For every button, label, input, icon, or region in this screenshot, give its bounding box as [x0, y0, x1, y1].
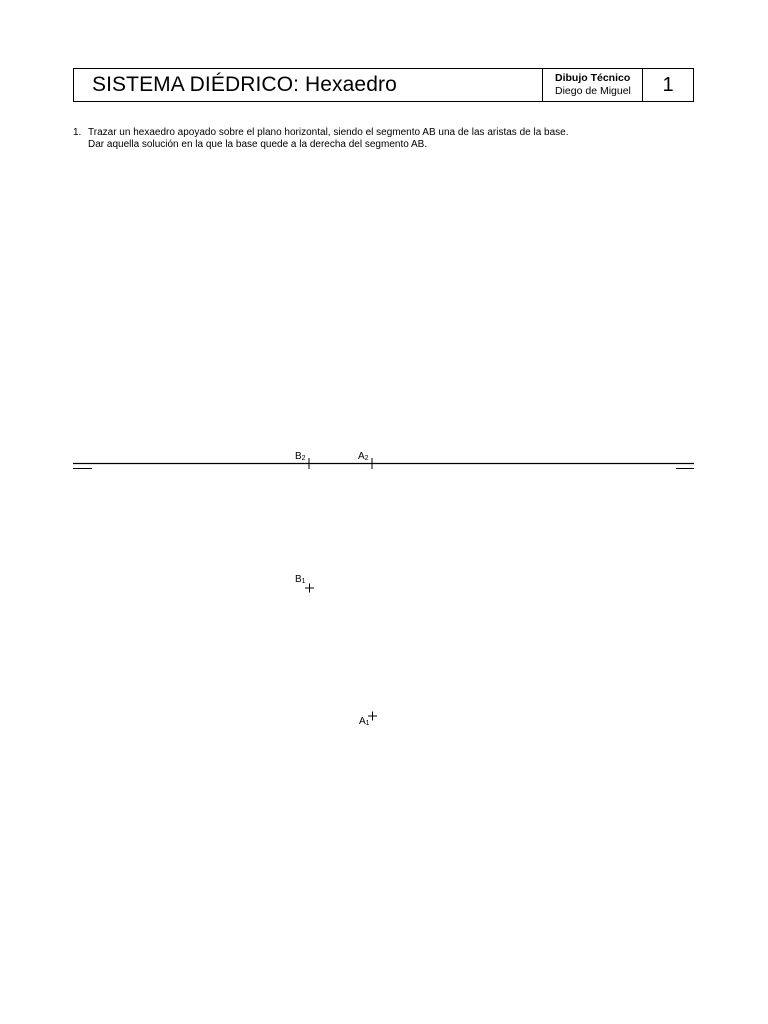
- author-label: Diego de Miguel: [555, 85, 631, 97]
- b1-cross: [305, 584, 314, 593]
- exercise-line-1: Trazar un hexaedro apoyado sobre el plano horizontal, siendo el segmento AB una de las aristas de la base.: [88, 127, 569, 138]
- subject-label: Dibujo Técnico: [555, 72, 631, 84]
- point-label-a2: $A_2$: [358, 451, 369, 462]
- point-label-b2: $B_2$: [295, 451, 306, 462]
- page-title: SISTEMA DIÉDRICO: Hexaedro: [92, 73, 397, 96]
- exercise-number: 1.: [73, 127, 82, 138]
- sheet-number: 1: [642, 69, 693, 101]
- point-label-b1: $B_1$: [295, 574, 306, 585]
- exercise-line-2: Dar aquella solución en la que la base quede a la derecha del segmento AB.: [88, 139, 428, 150]
- point-label-a1: $A_1$: [359, 716, 370, 727]
